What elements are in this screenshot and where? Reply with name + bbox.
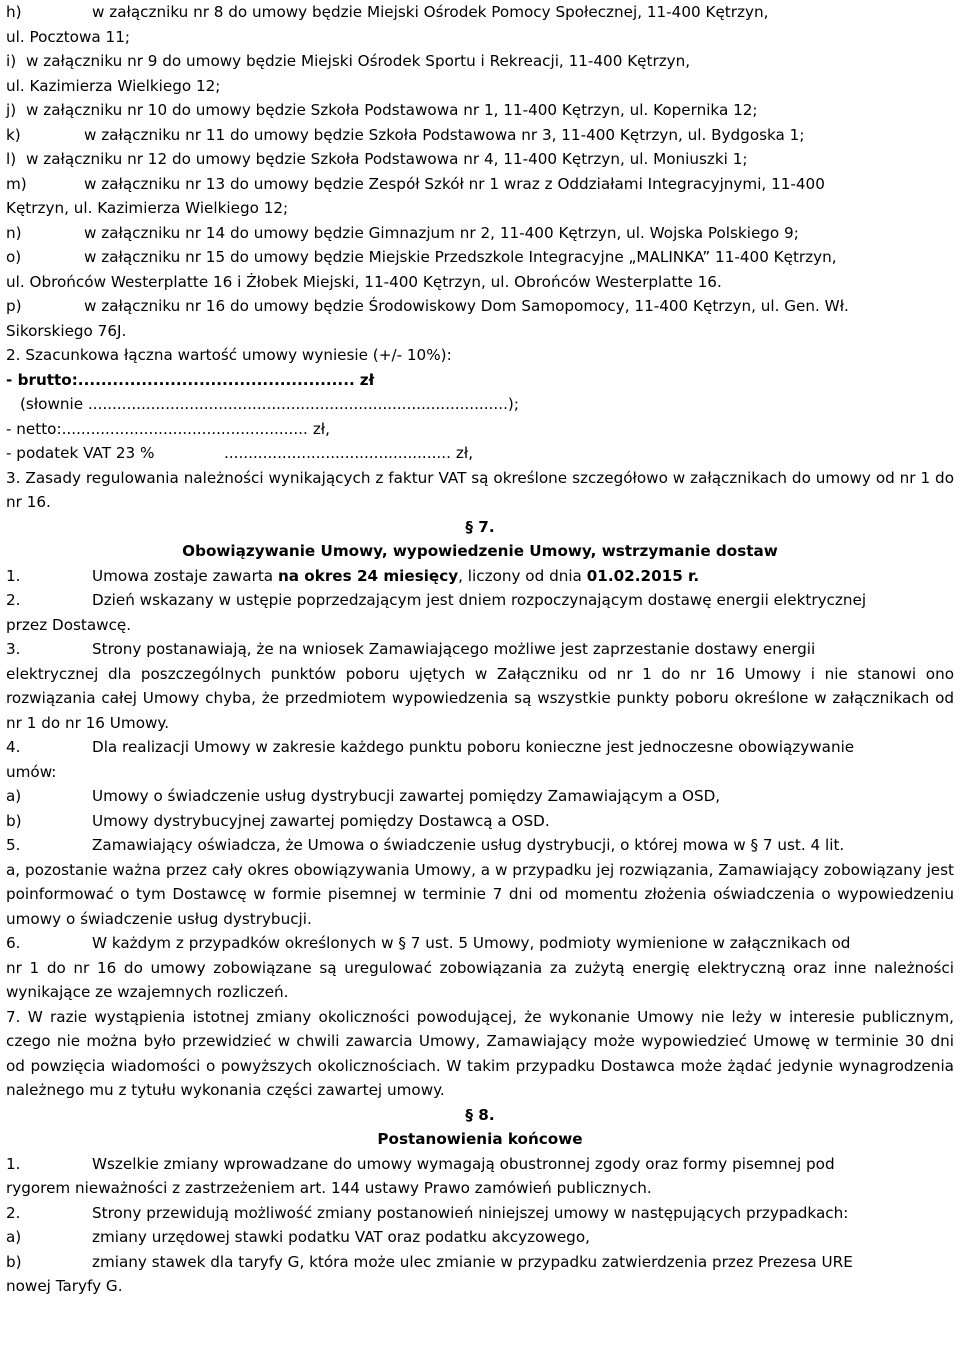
list-text: w załączniku nr 9 do umowy będzie Miejski Ośrodek Sportu i Rekreacji, 11-400 Kętrzyn, xyxy=(26,52,691,70)
list-text: w załączniku nr 16 do umowy będzie Środowiskowy Dom Samopomocy, 11-400 Kętrzyn, ul. Gen. Wł. xyxy=(84,297,849,315)
list-marker: i) xyxy=(6,52,17,70)
paragraph-marker: 1. xyxy=(6,1154,21,1173)
p1-period: na okres 24 miesięcy xyxy=(277,566,459,585)
s7-p4-item-a xyxy=(6,784,954,809)
paragraph-text: Strony postanawiają, że na wniosek Zamawiającego możliwe jest zaprzestanie dostawy energii xyxy=(92,640,816,658)
paragraph-marker: 6. xyxy=(6,934,21,952)
list-marker: n) xyxy=(6,223,22,242)
list-marker: h) xyxy=(6,3,22,21)
value-p3: 3. Zasady regulowania należności wynikających z faktur VAT są określone szczegółowo w załącznikach do umowy od nr 1 do nr 16. xyxy=(6,468,954,511)
list-text-cont: Kętrzyn, ul. Kazimierza Wielkiego 12; xyxy=(6,199,289,217)
slownie-line: (słownie .......................................................................................); xyxy=(20,395,519,413)
s7-p4-item-b xyxy=(6,809,954,834)
list-item-p xyxy=(6,294,954,343)
paragraph-marker: 1. xyxy=(6,566,21,585)
netto-unit: zł, xyxy=(312,419,330,438)
list-text: zmiany stawek dla taryfy G, która może ulec zmianie w przypadku zatwierdzenia przez Prezesa URE xyxy=(92,1252,853,1271)
brutto-unit: zł xyxy=(359,370,375,389)
vat-label: - podatek VAT 23 % xyxy=(6,444,155,462)
list-item-i xyxy=(6,49,954,98)
vat-unit: zł, xyxy=(455,444,474,462)
s8-p2-item-b xyxy=(6,1250,954,1299)
netto-label: - netto: xyxy=(6,419,62,438)
netto-dots: ................................................... xyxy=(61,419,308,438)
value-heading: 2. Szacunkowa łączna wartość umowy wyniesie (+/- 10%): xyxy=(6,346,452,364)
paragraph-text: Dzień wskazany w ustępie poprzedzającym jest dniem rozpoczynającym dostawę energii elektrycznej xyxy=(92,591,867,609)
s7-paragraph-2 xyxy=(6,588,954,637)
list-text-cont: Sikorskiego 76J. xyxy=(6,321,127,340)
paragraph-cont: przez Dostawcę. xyxy=(6,615,132,634)
paragraph-marker: 3. xyxy=(6,640,21,658)
list-item-j xyxy=(6,98,954,123)
brutto-label: - brutto: xyxy=(6,370,78,389)
vat-row xyxy=(6,441,954,466)
list-marker: j) xyxy=(6,101,17,119)
p1-text-c: , liczony od dnia xyxy=(458,566,587,585)
list-text: w załączniku nr 14 do umowy będzie Gimnazjum nr 2, 11-400 Kętrzyn, ul. Wojska Polskiego 9; xyxy=(84,223,799,242)
brutto-dots: ................................................ xyxy=(77,370,355,389)
s7-paragraph-1 xyxy=(6,564,954,589)
brutto-row xyxy=(6,368,954,393)
paragraph-text xyxy=(92,564,954,589)
list-marker: k) xyxy=(6,125,21,144)
paragraph-marker: 2. xyxy=(6,1203,21,1222)
list-marker: o) xyxy=(6,248,22,266)
s7-paragraph-4 xyxy=(6,735,954,784)
section-7-title: Obowiązywanie Umowy, wypowiedzenie Umowy, wstrzymanie dostaw xyxy=(182,542,778,560)
list-text: w załączniku nr 11 do umowy będzie Szkoła Podstawowa nr 3, 11-400 Kętrzyn, ul. Bydgoska 1; xyxy=(84,125,805,144)
paragraph-text: W każdym z przypadków określonych w § 7 ust. 5 Umowy, podmioty wymienione w załącznikach od xyxy=(92,934,851,952)
paragraph-text: Wszelkie zmiany wprowadzane do umowy wymagają obustronnej zgody oraz formy pisemnej pod xyxy=(92,1154,835,1173)
paragraph-text: Zamawiający oświadcza, że Umowa o świadczenie usług dystrybucji, o której mowa w § 7 ust. 4 lit. xyxy=(92,836,845,854)
section-8-title: Postanowienia końcowe xyxy=(377,1130,583,1148)
paragraph-cont: rygorem nieważności z zastrzeżeniem art. 144 ustawy Prawo zamówień publicznych. xyxy=(6,1179,652,1197)
list-text-cont: nowej Taryfy G. xyxy=(6,1277,123,1295)
paragraph-cont: nr 1 do nr 16 do umowy zobowiązane są uregulować zobowiązania za zużytą energię elektryczną oraz inne należności wynikające ze wzajemnych rozliczeń. xyxy=(6,958,954,1001)
list-text: w załączniku nr 15 do umowy będzie Miejskie Przedszkole Integracyjne „MALINKA” 11-400 Kętrzyn, xyxy=(84,248,837,266)
paragraph-cont: umów: xyxy=(6,762,57,781)
list-text: Umowy o świadczenie usług dystrybucji zawartej pomiędzy Zamawiającym a OSD, xyxy=(92,787,721,805)
s8-paragraph-2 xyxy=(6,1201,954,1226)
list-item-o xyxy=(6,245,954,294)
list-text: w załączniku nr 12 do umowy będzie Szkoła Podstawowa nr 4, 11-400 Kętrzyn, ul. Moniuszki 1; xyxy=(26,150,748,168)
list-text-cont: ul. Pocztowa 11; xyxy=(6,27,130,46)
netto-row xyxy=(6,417,954,442)
s7-paragraph-6 xyxy=(6,931,954,1005)
list-text: zmiany urzędowej stawki podatku VAT oraz podatku akcyzowego, xyxy=(92,1228,590,1246)
paragraph-marker: 5. xyxy=(6,836,21,854)
s7-paragraph-3 xyxy=(6,637,954,735)
list-marker: l) xyxy=(6,150,17,168)
paragraph-text: Strony przewidują możliwość zmiany postanowień niniejszej umowy w następujących przypadkach: xyxy=(92,1203,849,1222)
list-marker: m) xyxy=(6,174,27,193)
list-marker: a) xyxy=(6,787,22,805)
list-text: w załączniku nr 13 do umowy będzie Zespół Szkół nr 1 wraz z Oddziałami Integracyjnymi, 11-400 xyxy=(84,174,825,193)
paragraph-cont: a, pozostanie ważna przez cały okres obowiązywania Umowy, a w przypadku jej rozwiązania, Zamawiający zobowiązany jest poinformować o tym Dostawcę w formie pisemnej w terminie 7 dni od momentu złożenia oświadczenia o wypowiedzeniu umowy o świadczenie usług dystrybucji. xyxy=(6,860,954,928)
list-text: Umowy dystrybucyjnej zawartej pomiędzy Dostawcą a OSD. xyxy=(92,811,550,830)
list-item-m xyxy=(6,172,954,221)
paragraph-marker: 4. xyxy=(6,738,21,756)
paragraph-cont: elektrycznej dla poszczególnych punktów poboru ujętych w Załączniku od nr 1 do nr 16 Umowy i nie stanowi ono rozwiązania całej Umowy chyba, że przedmiotem wypowiedzenia są wszystkie punkty poboru określone w załącznikach od nr 1 do nr 16 Umowy. xyxy=(6,664,954,732)
paragraph-text: Dla realizacji Umowy w zakresie każdego punktu poboru konieczne jest jednoczesne obowiązywanie xyxy=(92,738,855,756)
list-item-h xyxy=(6,0,954,49)
s7-paragraph-5 xyxy=(6,833,954,931)
p1-text-a: Umowa zostaje zawarta xyxy=(92,566,278,585)
p1-date: 01.02.2015 r. xyxy=(586,566,700,585)
list-marker: a) xyxy=(6,1228,22,1246)
list-text-cont: ul. Obrońców Westerplatte 16 i Żłobek Miejski, 11-400 Kętrzyn, ul. Obrońców Westerplatte 16. xyxy=(6,272,722,291)
s7-paragraph-7: 7. W razie wystąpienia istotnej zmiany okoliczności powodującej, że wykonanie Umowy nie leży w interesie publicznym, czego nie można było przewidzieć w chwili zawarcia Umowy, Zamawiający może wypowiedzieć Umowę w terminie 30 dni od powzięcia wiadomości o powyższych okolicznościach. W takim przypadku Dostawca może żądać jedynie wynagrodzenia należnego mu z tytułu wykonania części zawartej umowy. xyxy=(6,1007,954,1099)
list-text-cont: ul. Kazimierza Wielkiego 12; xyxy=(6,76,221,95)
list-marker: p) xyxy=(6,297,22,315)
list-item-k xyxy=(6,123,954,148)
list-item-n xyxy=(6,221,954,246)
paragraph-marker: 2. xyxy=(6,591,21,609)
list-marker: b) xyxy=(6,1252,22,1271)
s8-p2-item-a xyxy=(6,1225,954,1250)
vat-dots: ............................................... xyxy=(224,444,451,462)
list-marker: b) xyxy=(6,811,22,830)
s8-paragraph-1 xyxy=(6,1152,954,1201)
section-8-number: § 8. xyxy=(465,1105,495,1124)
list-text: w załączniku nr 8 do umowy będzie Miejski Ośrodek Pomocy Społecznej, 11-400 Kętrzyn, xyxy=(92,3,769,21)
section-7-number: § 7. xyxy=(465,517,495,536)
list-item-l xyxy=(6,147,954,172)
list-text: w załączniku nr 10 do umowy będzie Szkoła Podstawowa nr 1, 11-400 Kętrzyn, ul. Kopernika 12; xyxy=(26,101,758,119)
